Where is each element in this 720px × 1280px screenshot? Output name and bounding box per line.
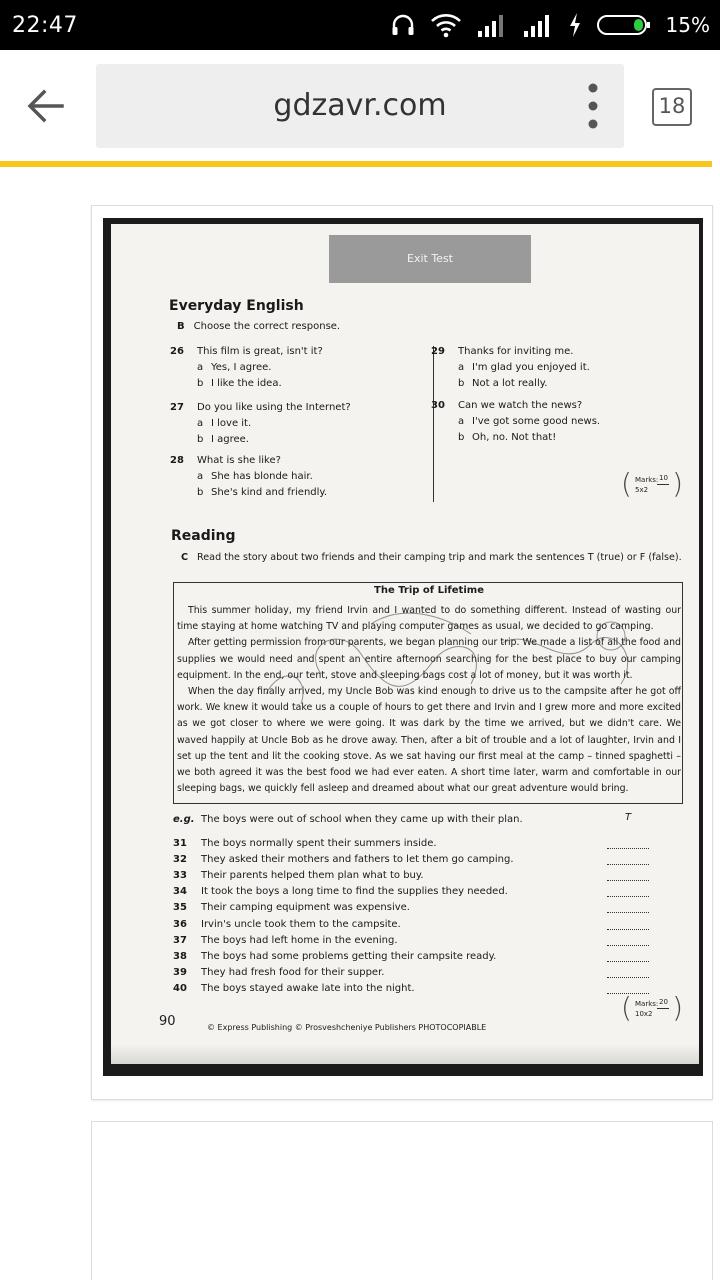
status-time: 22:47 [12, 13, 78, 38]
answer-blank [607, 864, 649, 865]
answer-blank [607, 912, 649, 913]
exit-test-banner: Exit Test [329, 235, 531, 283]
marks-box-b: ( Marks: 5x2 10 ) [621, 467, 683, 500]
section-c-instruction: C Read the story about two friends and their camping trip and mark the sentences T (true) or F (false). [181, 552, 682, 563]
answer-blank [607, 961, 649, 962]
statement-35: 35 Their camping equipment was expensive. [173, 902, 410, 913]
back-button[interactable] [24, 86, 68, 126]
next-image-card[interactable] [91, 1121, 713, 1280]
story-paragraph: This summer holiday, my friend Irvin and I wanted to do something different. Instead of wasting our time staying at home watching TV and playing computer games as usual, we decided to go camping. [177, 605, 681, 633]
page-load-progress-bar [0, 161, 712, 167]
url-text[interactable]: gdzavr.com [273, 88, 447, 123]
scanned-page-image [103, 218, 703, 1076]
answer-blank [607, 848, 649, 849]
statement-32: 32 They asked their mothers and fathers to let them go camping. [173, 854, 514, 865]
statement-31: 31 The boys normally spent their summers inside. [173, 838, 437, 849]
question-29: 29 Thanks for inviting me. a I'm glad you enjoyed it. b Not a lot really. [431, 346, 590, 389]
more-vertical-icon [582, 76, 604, 136]
arrow-left-icon [24, 86, 68, 126]
page-number: 90 [159, 1014, 176, 1029]
answer-blank [607, 945, 649, 946]
statement-39: 39 They had fresh food for their supper. [173, 967, 385, 978]
answer-blank [607, 929, 649, 930]
status-icons [390, 10, 710, 40]
statement-38: 38 The boys had some problems getting their campsite ready. [173, 951, 497, 962]
battery-percent: 15% [665, 13, 710, 37]
statement-36: 36 Irvin's uncle took them to the campsite. [173, 919, 401, 930]
battery-icon [596, 12, 652, 38]
answer-blank [607, 977, 649, 978]
story-paragraph: When the day finally arrived, my Uncle Bob was kind enough to drive us to the campsite after he got off work. We knew it would take us a couple of hours to get there and Irvin and I grew more and more excited as we got closer to where we were going. It was dark by the time we arrived, but we didn't care. We waved happily at Uncle Bob as he drove away. Then, after a bit of trouble and a lot of laughter, Irvin and I set up the tent and lit the cooking stove. As we sat having our first meal at the camp – tinned spaghetti – we both agreed it was the best food we had ever eaten. A short time later, warm and comfortable in our sleeping bags, we quickly fell asleep and dreamed about what our great adventure would bring. [177, 686, 681, 795]
tab-switcher-button[interactable]: 18 [652, 88, 692, 126]
charging-icon [568, 12, 582, 38]
answer-blank [607, 896, 649, 897]
statement-40: 40 The boys stayed awake late into the night. [173, 983, 415, 994]
marks-box-c: ( Marks: 10x2 20 ) [621, 991, 683, 1024]
headphones-icon [390, 12, 416, 38]
story-box [173, 582, 683, 804]
statement-37: 37 The boys had left home in the evening. [173, 935, 398, 946]
worksheet-page [111, 224, 699, 1064]
section-b-instruction: B Choose the correct response. [177, 321, 341, 332]
image-card[interactable] [91, 205, 713, 1100]
everyday-english-heading: Everyday English [169, 298, 304, 314]
example-answer: T [625, 812, 632, 823]
signal-icon [476, 12, 508, 38]
wifi-icon [430, 12, 462, 38]
story-paragraph: After getting permission from our parents, we began planning our trip. We made a list of all the food and supplies we would need and spent an entire afternoon searching for the best place to buy our camping equipment. In the end, our tent, stove and sleeping bags cost a lot of money, but it was worth it. [177, 637, 681, 681]
reading-heading: Reading [171, 528, 236, 544]
answer-blank [607, 880, 649, 881]
signal-icon [522, 12, 554, 38]
statement-34: 34 It took the boys a long time to find the supplies they needed. [173, 886, 508, 897]
example-statement: e.g. The boys were out of school when they came up with their plan. [173, 814, 523, 825]
overflow-menu-button[interactable] [582, 76, 604, 136]
statement-33: 33 Their parents helped them plan what to buy. [173, 870, 424, 881]
question-27: 27 Do you like using the Internet? a I love it. b I agree. [170, 402, 351, 445]
browser-toolbar [0, 50, 720, 162]
story-title: The Trip of Lifetime [374, 585, 484, 596]
address-bar[interactable] [96, 64, 624, 148]
copyright-line: © Express Publishing © Prosveshcheniye Publishers PHOTOCOPIABLE [207, 1023, 487, 1032]
question-30: 30 Can we watch the news? a I've got some good news. b Oh, no. Not that! [431, 400, 601, 443]
status-bar [0, 0, 720, 50]
question-28: 28 What is she like? a She has blonde hair. b She's kind and friendly. [170, 455, 328, 498]
story-text [177, 603, 681, 797]
question-26: 26 This film is great, isn't it? a Yes, I agree. b I like the idea. [170, 346, 323, 389]
